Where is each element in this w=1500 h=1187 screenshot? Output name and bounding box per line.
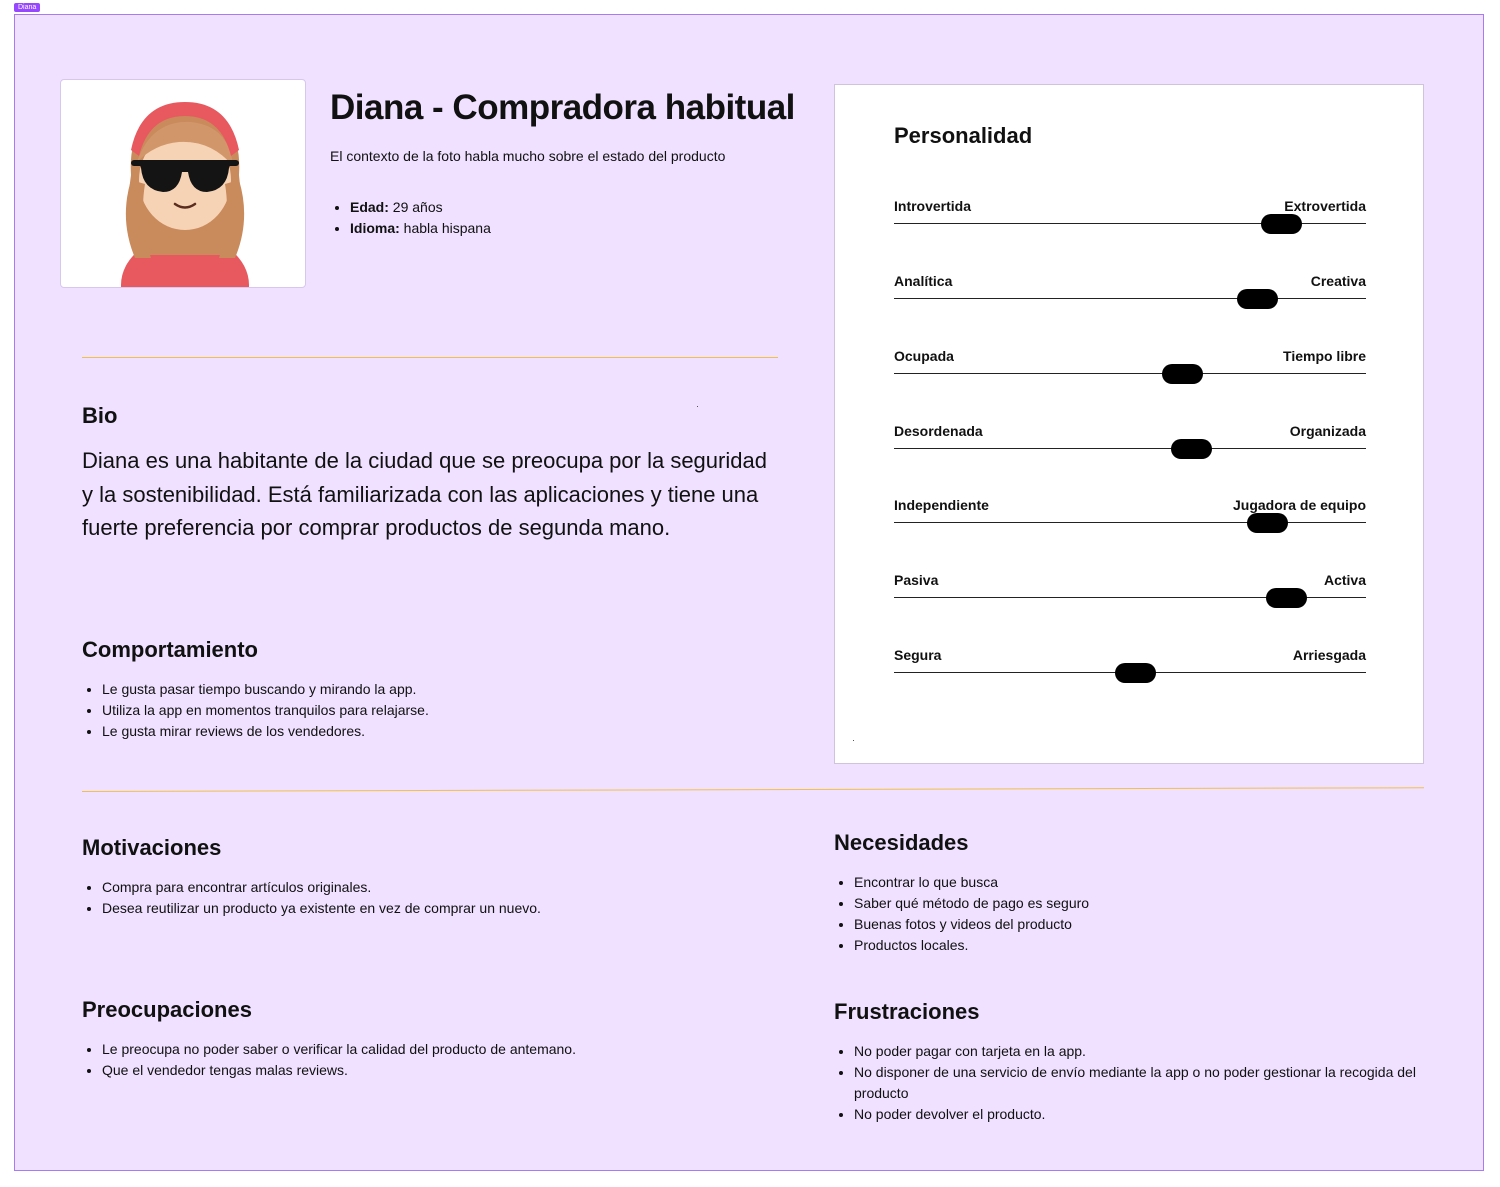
- slider-knob[interactable]: [1247, 513, 1288, 533]
- list-item: • No poder devolver el producto.: [854, 1104, 1454, 1125]
- frame-label[interactable]: Diana: [14, 3, 40, 12]
- trait-left-label: Pasiva: [894, 572, 939, 588]
- page-title: Diana - Compradora habitual: [330, 88, 795, 127]
- trait-left-label: Independiente: [894, 497, 989, 513]
- trait-slider-messy-organized: [894, 423, 1366, 463]
- list-item: • No poder pagar con tarjeta en la app.: [854, 1041, 1454, 1062]
- list-item: • No disponer de una servicio de envío mediante la app o no poder gestionar la recogida del producto: [854, 1062, 1454, 1104]
- needs-list: [834, 872, 1089, 956]
- trait-slider-analytic-creative: [894, 273, 1366, 313]
- trait-slider-independent-teamplayer: [894, 497, 1366, 537]
- subtitle: El contexto de la foto habla mucho sobre el estado del producto: [330, 148, 726, 164]
- slider-track: [894, 373, 1366, 374]
- persona-meta-list: [330, 197, 491, 239]
- trait-slider-introvert-extrovert: [894, 198, 1366, 238]
- trait-left-label: Ocupada: [894, 348, 954, 364]
- bio-heading: Bio: [82, 403, 118, 428]
- meta-item-age: • Edad: 29 años: [350, 197, 491, 218]
- trait-left-label: Analítica: [894, 273, 953, 289]
- trait-left-label: Segura: [894, 647, 942, 663]
- trait-left-label: Introvertida: [894, 198, 972, 214]
- concerns-list: [82, 1039, 576, 1081]
- list-item: • Desea reutilizar un producto ya existente en vez de comprar un nuevo.: [102, 898, 541, 919]
- stray-dot: [697, 406, 698, 407]
- stray-dot: [853, 740, 854, 741]
- list-item: • Saber qué método de pago es seguro: [854, 893, 1089, 914]
- concerns-heading: Preocupaciones: [82, 997, 252, 1022]
- slider-knob[interactable]: [1115, 663, 1156, 683]
- list-item: • Productos locales.: [854, 935, 1089, 956]
- slider-knob[interactable]: [1237, 289, 1278, 309]
- trait-right-label: Organizada: [1289, 423, 1366, 439]
- list-item: • Buenas fotos y videos del producto: [854, 914, 1089, 935]
- trait-right-label: Arriesgada: [1292, 647, 1366, 663]
- slider-track: [894, 448, 1366, 449]
- avatar-card: [60, 79, 306, 288]
- trait-slider-safe-risky: [894, 647, 1366, 687]
- trait-slider-passive-active: [894, 572, 1366, 612]
- slider-knob[interactable]: [1266, 588, 1307, 608]
- bio-text: Diana es una habitante de la ciudad que se preocupa por la seguridad y la sostenibilidad. Está familiarizada con las aplicaciones y tiene una fuerte preferencia por comprar productos de segunda mano.: [82, 448, 767, 540]
- slider-knob[interactable]: [1261, 214, 1302, 234]
- trait-slider-busy-freetime: [894, 348, 1366, 388]
- meta-item-language: • Idioma: habla hispana: [350, 218, 491, 239]
- trait-right-label: Jugadora de equipo: [1232, 497, 1366, 513]
- behavior-heading: Comportamiento: [82, 637, 258, 662]
- list-item: • Le gusta mirar reviews de los vendedores.: [102, 721, 429, 742]
- trait-right-label: Creativa: [1310, 273, 1366, 289]
- slider-track: [894, 522, 1366, 523]
- trait-right-label: Tiempo libre: [1283, 348, 1366, 364]
- divider-top: [82, 357, 778, 358]
- avatar: [61, 80, 306, 288]
- frustrations-list: [834, 1041, 1454, 1125]
- list-item: • Utiliza la app en momentos tranquilos para relajarse.: [102, 700, 429, 721]
- motivations-list: [82, 877, 541, 919]
- trait-left-label: Desordenada: [894, 423, 983, 439]
- list-item: • Le gusta pasar tiempo buscando y mirando la app.: [102, 679, 429, 700]
- personality-heading: Personalidad: [894, 123, 1033, 148]
- slider-track: [894, 298, 1366, 299]
- trait-right-label: Activa: [1323, 572, 1366, 588]
- trait-right-label: Extrovertida: [1284, 198, 1366, 214]
- frustrations-heading: Frustraciones: [834, 999, 980, 1024]
- list-item: • Compra para encontrar artículos originales.: [102, 877, 541, 898]
- behavior-list: [82, 679, 429, 742]
- slider-knob[interactable]: [1171, 439, 1212, 459]
- slider-knob[interactable]: [1162, 364, 1203, 384]
- motivations-heading: Motivaciones: [82, 835, 222, 860]
- needs-heading: Necesidades: [834, 830, 969, 855]
- list-item: • Le preocupa no poder saber o verificar la calidad del producto de antemano.: [102, 1039, 576, 1060]
- list-item: • Encontrar lo que busca: [854, 872, 1089, 893]
- list-item: • Que el vendedor tengas malas reviews.: [102, 1060, 576, 1081]
